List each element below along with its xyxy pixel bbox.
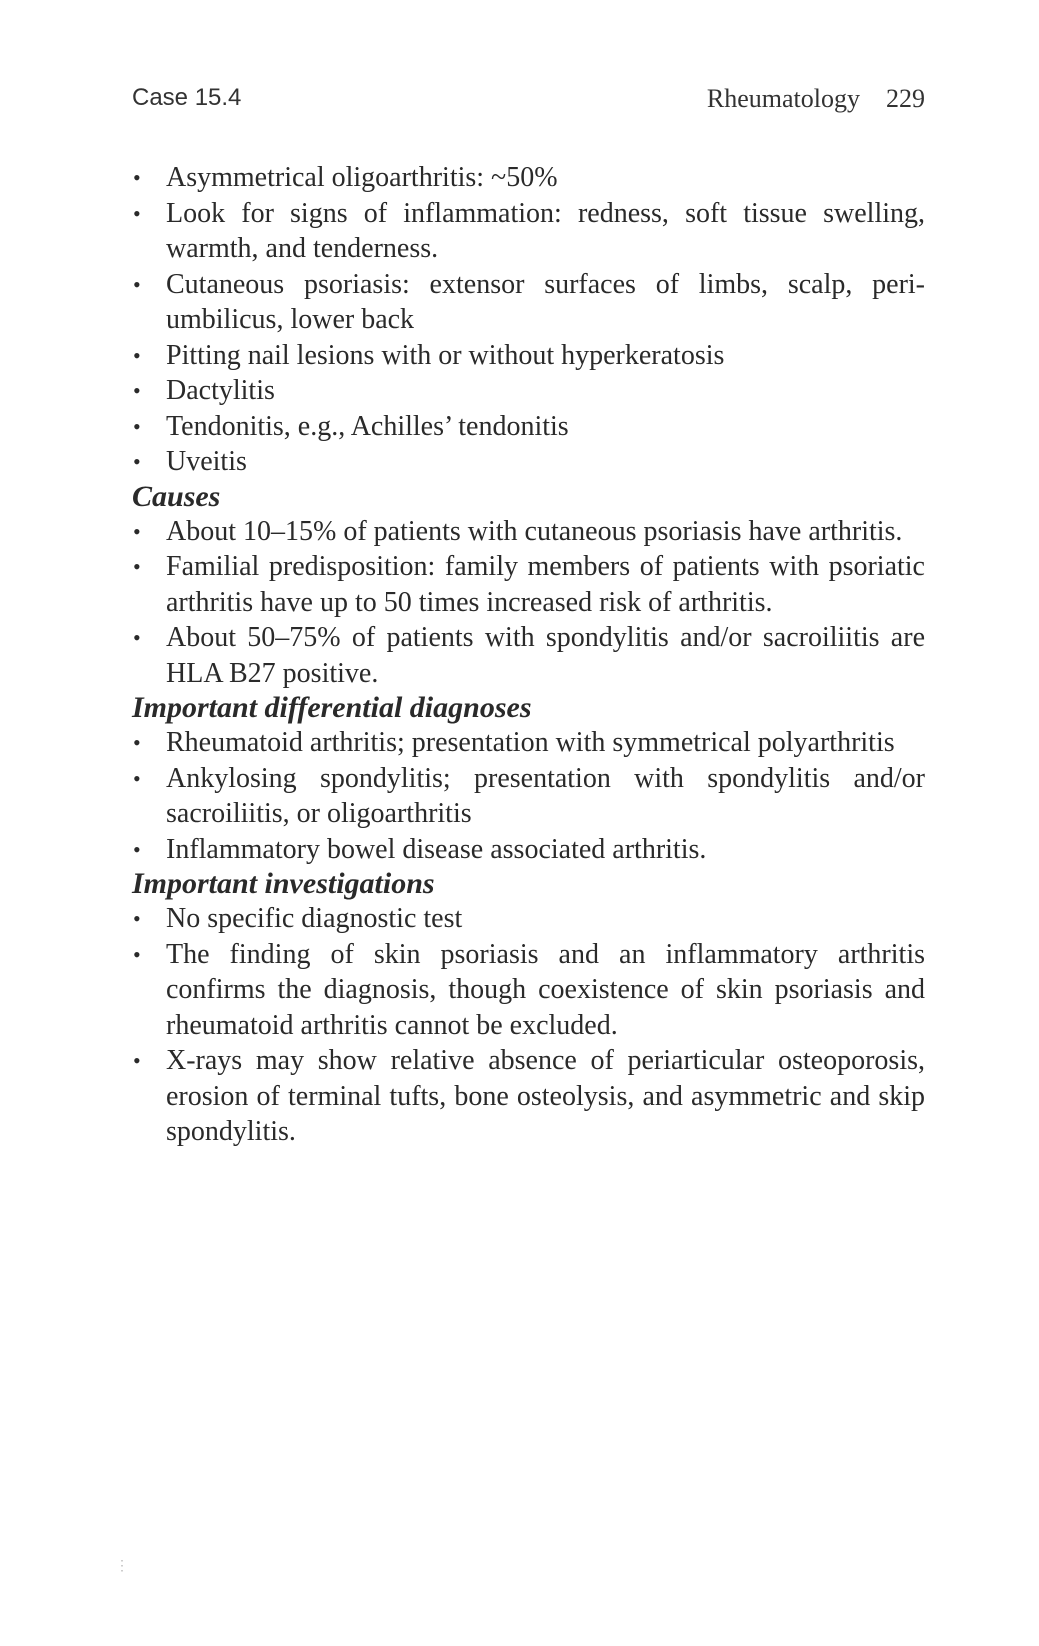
scan-mark: ⋮ xyxy=(115,1559,129,1574)
list-item: • No specific diagnostic test xyxy=(132,901,925,937)
page-number: 229 xyxy=(886,84,925,113)
differentials-heading: Important differential diagnoses xyxy=(132,691,532,724)
list-item: • About 50–75% of patients with spondylitis and/or sacroiliitis are HLA B27 positive. xyxy=(132,620,925,691)
differentials-list xyxy=(132,725,925,867)
causes-list xyxy=(132,514,925,692)
list-item: • Uveitis xyxy=(132,444,925,480)
investigations-heading: Important investigations xyxy=(132,867,435,900)
chapter-title: Rheumatology xyxy=(706,84,860,113)
list-item: • Dactylitis xyxy=(132,373,925,409)
list-item: • About 10–15% of patients with cutaneous psoriasis have arthritis. xyxy=(132,514,925,550)
running-head xyxy=(132,84,925,124)
list-item: • Inflammatory bowel disease associated arthritis. xyxy=(132,832,925,868)
list-item: • The finding of skin psoriasis and an inflammatory arthritis confirms the diagnosis, though coexistence of skin psoriasis and rheumatoid arthritis cannot be excluded. xyxy=(132,937,925,1044)
list-item: • X-rays may show relative absence of periarticular osteoporosis, erosion of terminal tufts, bone osteolysis, and asymmetric and skip spondylitis. xyxy=(132,1043,925,1150)
case-label: Case 15.4 xyxy=(132,84,242,111)
list-item: • Familial predisposition: family members of patients with psoriatic arthritis have up to 50 times increased risk of arthritis. xyxy=(132,549,925,620)
investigations-list xyxy=(132,901,925,1150)
causes-heading: Causes xyxy=(132,479,221,513)
list-item: • Rheumatoid arthritis; presentation with symmetrical polyarthritis xyxy=(132,725,925,761)
list-item: • Look for signs of inflammation: redness, soft tissue swelling, warmth, and tenderness. xyxy=(132,196,925,267)
list-item: • Asymmetrical oligoarthritis: ~50% xyxy=(132,160,925,196)
list-item: • Tendonitis, e.g., Achilles’ tendonitis xyxy=(132,409,925,445)
list-item: • Cutaneous psoriasis: extensor surfaces of limbs, scalp, peri-umbilicus, lower back xyxy=(132,267,925,338)
chapter-and-page xyxy=(707,84,925,114)
list-item: • Pitting nail lesions with or without hyperkeratosis xyxy=(132,338,925,374)
features-list xyxy=(132,160,925,480)
list-item: • Ankylosing spondylitis; presentation with spondylitis and/or sacroiliitis, or oligoarthritis xyxy=(132,761,925,832)
page-content xyxy=(132,160,925,1150)
